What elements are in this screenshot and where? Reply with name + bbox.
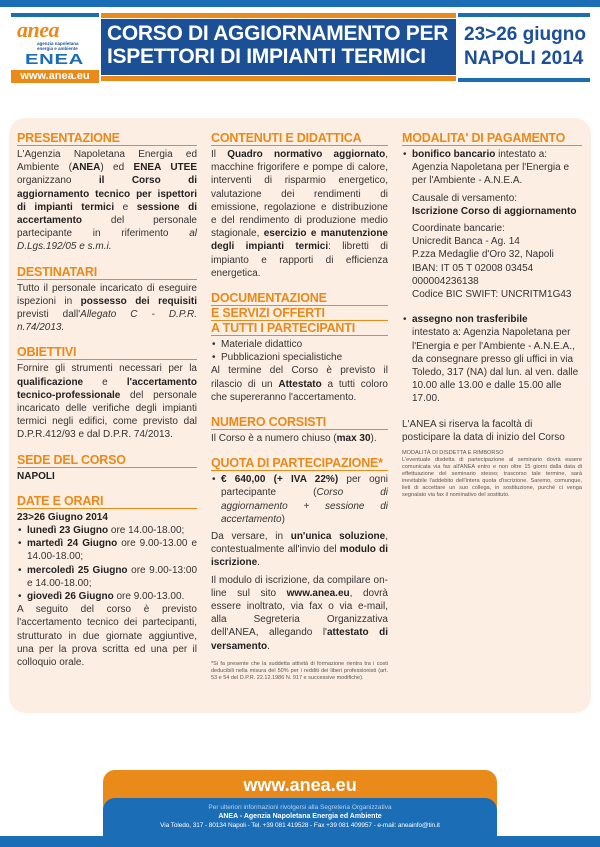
section-heading: QUOTA DI PARTECIPAZIONE* (211, 456, 388, 471)
section-heading: CONTENUTI E DIDATTICA (211, 131, 388, 146)
cancellation-text: L'eventuale disdetta di partecipazione al seminario dovrà essere comunicata via fax all'ANEA entro e non oltre 15 giorni dalla data di effettuazione del seminario stesso; trascorso tale termine, sarà inevitabile l'addebito dell'intera quota d'iscrizione. Saremo, comunque, lieti di accettare un suo collega, in sostituzione, purché ci venga segnalato via fax il nominativo del sostituto. (402, 457, 582, 499)
schedule-item: • martedì 24 Giugno ore 9.00-13.00 e 14.00-18.00; (17, 537, 197, 563)
payment-instructions: Da versare, in un'unica soluzione, contestualmente all'invio del modulo di iscrizione. (211, 531, 388, 569)
section-body: Al termine del Corso è previsto il rilascio di un Attestato a tutti coloro che supereranno l'accertamento. (211, 365, 388, 403)
anea-logo: anea (17, 17, 59, 42)
date-divider (458, 78, 590, 82)
list-item: • Pubblicazioni specialistiche (211, 351, 388, 364)
section-pagamento (402, 131, 582, 499)
schedule-item: • lunedì 23 Giugno ore 14.00-18.00; (17, 524, 197, 537)
top-blue-bar (0, 0, 600, 7)
coord-line: P.zza Medaglie d'Oro 32, Napoli (412, 249, 554, 261)
section-heading: DATE E ORARI (17, 494, 197, 509)
causale-block (402, 192, 582, 218)
event-dates: 23>26 giugno (464, 24, 586, 45)
section-heading: MODALITA' DI PAGAMENTO (402, 131, 582, 146)
coord-line: Codice BIC SWIFT: UNCRITM1G43 (412, 289, 572, 301)
section-numero-corsisti (211, 415, 388, 445)
page-title-line2: ISPETTORI DI IMPIANTI TERMICI (107, 45, 426, 68)
assessment-note: A seguito del corso è previsto l'accertamento tecnico dei partecipanti, strutturato in due giornate aggiuntive, una per la prova scritta ed una per il colloquio orale. (17, 604, 197, 669)
footer-website-link[interactable]: www.anea.eu (243, 775, 357, 795)
registration-instructions: Il modulo di iscrizione, da compilare on-line sul sito www.anea.eu, dovrà essere inoltrato, via fax o via e-mail, alla Segreteria Organizzativa dell'ANEA, allegando l'attestato di versamento. (211, 574, 388, 652)
section-sede (17, 453, 197, 483)
column-middle (211, 131, 388, 693)
payment-option-assegno: • assegno non trasferibile intestato a: Agenzia Napoletana per l'Energia e per l'Ambiente - A.N.E.A., da consegnare presso gli uffici in via Toledo, 317 (NA) dal lun. al ven. dalle 10.00 alle 13.00 e dalle 15.00 alle 17.00. (402, 313, 582, 405)
payment-option-bonifico: • bonifico bancario intestato a: Agenzia Napoletana per l'Energia e per l'Ambiente - A.N.E.A. (402, 148, 582, 188)
bank-coordinates (402, 222, 582, 301)
postpone-notice: L'ANEA si riserva la facoltà di posticipare la data di inizio del Corso (402, 418, 565, 443)
date-range: 23>26 Giugno 2014 (17, 511, 108, 523)
coord-line: 000004236138 (412, 275, 479, 287)
logo-url-link[interactable]: www.anea.eu (11, 70, 99, 83)
price-item: • € 640,00 (+ IVA 22%) per ogni partecipante (Corso di aggiornamento + sessione di accertamento) (211, 473, 388, 526)
section-documentazione (211, 291, 388, 404)
logo-block (11, 13, 99, 81)
causale-label: Causale di versamento: (412, 192, 518, 204)
section-quota (211, 456, 388, 682)
section-heading: DESTINATARI (17, 265, 197, 280)
coord-line: Unicredit Banca - Ag. 14 (412, 236, 520, 248)
list-item: • Materiale didattico (211, 338, 388, 351)
event-location-year: NAPOLI 2014 (464, 48, 584, 69)
section-heading: NUMERO CORSISTI (211, 415, 388, 430)
section-body: L'Agenzia Napoletana Energia ed Ambiente (ANEA) ed ENEA UTEE organizzano il Corso di aggiornamento tecnico per ispettori di impianti termici e sessione di accertamento del personale partecipante in riferimento al D.Lgs.192/05 e s.m.i. (17, 149, 197, 253)
section-contenuti (211, 131, 388, 280)
title-orange-stripe (101, 13, 456, 18)
column-right (402, 131, 582, 510)
section-heading: DOCUMENTAZIONE E SERVIZI OFFERTI A TUTTI I PARTECIPANTI (211, 291, 388, 336)
venue-value: NAPOLI (17, 470, 55, 482)
section-body: Il Quadro normativo aggiornato, macchine frigorifere e pompe di calore, interventi di risparmio energetico, valutazione dei rendimenti di emissione, regolazione e distribuzione e del rendimento di produzione medio stagionale, esercizio e manutenzione degli impianti termici: libretti di impianto e rapporti di efficienza energetica. (211, 149, 388, 279)
section-heading: OBIETTIVI (17, 345, 197, 360)
footer-contacts: Via Toledo, 317 - 80134 Napoli - Tel. +39 081 419528 - Fax +39 081 409957 - e-mail: aneainfo@tin.it (160, 822, 440, 829)
section-presentazione (17, 131, 197, 254)
bottom-blue-bar (0, 836, 600, 847)
enea-logo: ENEA (25, 51, 84, 68)
coord-label: Coordinate bancarie: (412, 223, 505, 235)
section-body: Il Corso è a numero chiuso (max 30). (211, 433, 377, 445)
title-banner (101, 13, 456, 82)
event-date-block (458, 13, 593, 82)
footer-org: ANEA - Agenzia Napoletana Energia ed Ambiente (218, 813, 382, 820)
section-body: Fornire gli strumenti necessari per la qualificazione e l'accertamento tecnico-professionale del personale incaricato delle verifiche degli impianti termici negli edifici, come previsto dal D.P.R.412/93 e dal D.P.R. 74/2013. (17, 363, 197, 441)
title-orange-stripe (101, 76, 456, 81)
website-link[interactable]: www.anea.eu (286, 587, 350, 599)
page-title-line1: CORSO DI AGGIORNAMENTO PER (107, 22, 449, 45)
date-divider (458, 13, 590, 17)
section-heading: SEDE DEL CORSO (17, 453, 197, 468)
section-date-orari (17, 494, 197, 669)
cancellation-title: MODALITÀ DI DISDETTA E RIMBORSO (402, 450, 504, 457)
section-heading: PRESENTAZIONE (17, 131, 197, 146)
section-destinatari (17, 265, 197, 335)
footer-info: Per ulteriori informazioni rivolgersi alla Segreteria Organizzativa (208, 804, 392, 811)
schedule-item: • giovedì 26 Giugno ore 9.00-13.00. (17, 590, 197, 603)
anea-logo-subtitle: agenzia napoletana energia e ambiente (37, 41, 79, 51)
tax-footnote: *Si fa presente che la suddetta attività di formazione rientra tra i costi deducibili nella misura del 50% per i redditi dei liberi professionisti (art. 53 e 54 del D.P.R. 22.12.1986 N. 917 e successive modifiche). (211, 660, 388, 681)
causale-value: Iscrizione Corso di aggiornamento (412, 205, 577, 217)
section-body: Tutto il personale incaricato di eseguire ispezioni in possesso dei requisiti previsti dall'Allegato C - D.P.R. n.74/2013. (17, 282, 197, 334)
schedule-item: • mercoledì 25 Giugno ore 9.00-13:00 e 14.00-18.00; (17, 564, 197, 590)
section-obiettivi (17, 345, 197, 441)
coord-line: IBAN: IT 05 T 02008 03454 (412, 262, 534, 274)
column-left (17, 131, 197, 680)
